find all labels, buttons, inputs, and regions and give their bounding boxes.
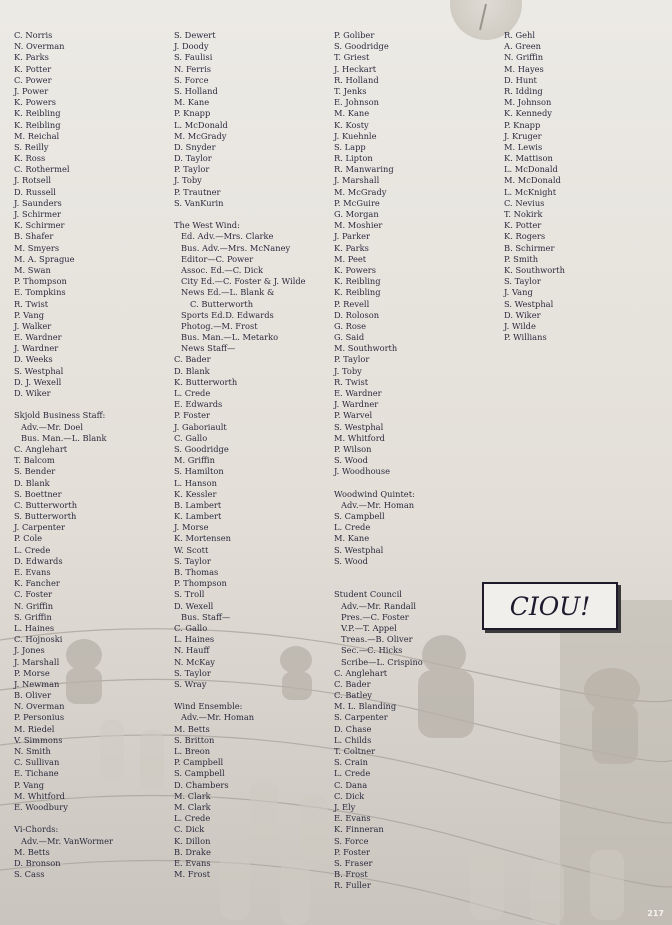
name-line: S. VanKurin bbox=[174, 197, 224, 208]
name-line: M. Lewis bbox=[504, 141, 543, 152]
section-heading: The West Wind: bbox=[174, 220, 240, 231]
name-line: S. Lapp bbox=[334, 141, 366, 152]
name-line: S. Crain bbox=[334, 757, 368, 768]
name-line: K. Powers bbox=[334, 264, 376, 275]
name-line: D. Bronson bbox=[14, 857, 61, 868]
name-line: S. Force bbox=[334, 835, 369, 846]
name-line: L. Childs bbox=[334, 734, 372, 745]
ciou-callout-box bbox=[482, 582, 618, 630]
name-line: T. Balcom bbox=[14, 455, 55, 466]
name-line: N. Ferris bbox=[174, 63, 212, 74]
name-line: M. McDonald bbox=[504, 175, 561, 186]
name-line: C. Dick bbox=[334, 790, 365, 801]
name-line: D. Taylor bbox=[174, 153, 212, 164]
name-line: K. Kosty bbox=[334, 119, 369, 130]
name-line: G. Morgan bbox=[334, 209, 379, 219]
name-line: S. Fraser bbox=[334, 857, 373, 868]
name-line: P. Goliber bbox=[334, 30, 375, 40]
name-line: K. Reibling bbox=[14, 119, 61, 130]
section-heading: Woodwind Quintet: bbox=[334, 488, 415, 499]
name-line: E. Evans bbox=[14, 567, 51, 577]
name-line: J. Marshall bbox=[14, 656, 60, 667]
name-line: J. Morse bbox=[174, 522, 209, 533]
name-line: T. Nokirk bbox=[504, 209, 543, 219]
name-line: N. Smith bbox=[14, 746, 51, 756]
name-line: E. Tichane bbox=[14, 768, 59, 779]
name-line: R. Manwaring bbox=[334, 164, 394, 175]
name-line: J. Power bbox=[14, 85, 49, 96]
name-line: C. Anglehart bbox=[14, 443, 68, 454]
name-line: Ed. Adv.—Mrs. Clarke bbox=[181, 231, 274, 242]
name-line: S. Reilly bbox=[14, 141, 49, 152]
name-line: K. Reibling bbox=[334, 276, 381, 287]
name-line: S. Taylor bbox=[174, 555, 211, 566]
name-line: Pres.—C. Foster bbox=[341, 611, 409, 622]
name-line: Editor—C. Power bbox=[181, 253, 254, 264]
name-line: M. Griffin bbox=[174, 455, 215, 466]
name-line: K. Kennedy bbox=[504, 108, 552, 119]
name-line: S. Bender bbox=[14, 466, 56, 477]
name-line: L. Crede bbox=[334, 768, 371, 779]
name-line: P. Willians bbox=[504, 332, 547, 343]
name-line: P. Knapp bbox=[504, 119, 541, 130]
name-line: D. Hunt bbox=[504, 74, 537, 85]
name-line: P. Vang bbox=[14, 779, 45, 790]
name-line: C. Bader bbox=[174, 354, 211, 365]
name-line: N. Griffin bbox=[504, 52, 544, 63]
name-line: S. Taylor bbox=[174, 667, 211, 678]
name-line: R. Gehl bbox=[504, 30, 536, 40]
column-3 bbox=[334, 30, 423, 891]
name-line: K. Butterworth bbox=[174, 376, 238, 387]
name-line: News Ed.—L. Blank & bbox=[181, 287, 275, 298]
spacer bbox=[174, 209, 306, 220]
name-line: K. Reibling bbox=[14, 108, 61, 119]
name-line: L. Haines bbox=[14, 622, 55, 633]
column-2 bbox=[174, 30, 306, 880]
name-line: C. Gallo bbox=[174, 432, 208, 443]
name-line: S. Goodridge bbox=[334, 41, 389, 52]
name-line: A. Green bbox=[504, 41, 542, 52]
name-line: K. Rogers bbox=[504, 231, 546, 242]
name-line: L. Crede bbox=[14, 544, 51, 555]
spacer bbox=[14, 813, 113, 824]
name-line: S. Troll bbox=[174, 589, 205, 600]
name-line: K. Parks bbox=[14, 52, 49, 63]
name-line: C. Butterworth bbox=[14, 499, 78, 510]
name-line: S. Britton bbox=[174, 734, 215, 745]
name-line: J. Schirmer bbox=[14, 209, 61, 219]
name-line: Assoc. Ed.—C. Dick bbox=[181, 264, 264, 275]
name-line: S. Westphal bbox=[14, 365, 64, 376]
name-line: P. Thompson bbox=[174, 578, 227, 589]
name-line: P. Foster bbox=[334, 846, 370, 857]
name-line: D. Edwards bbox=[14, 555, 63, 566]
name-line: M. Riedel bbox=[14, 723, 55, 734]
name-line: J. Marshall bbox=[334, 175, 380, 186]
name-line: S. Wray bbox=[174, 678, 207, 689]
name-line: C. Foster bbox=[14, 589, 53, 600]
name-line: D. Wiker bbox=[504, 309, 541, 320]
name-line: D. Chase bbox=[334, 723, 372, 734]
name-line: K. Kessler bbox=[174, 488, 217, 499]
name-line: K. Schirmer bbox=[14, 220, 65, 231]
name-line: L. Crede bbox=[174, 813, 211, 824]
spacer bbox=[14, 399, 113, 410]
name-line: J. Newman bbox=[14, 678, 60, 689]
name-line: J. Parker bbox=[334, 231, 370, 242]
name-line: M. Southworth bbox=[334, 343, 398, 354]
name-line: M. Peet bbox=[334, 253, 367, 264]
ciou-callout-text: CIOU! bbox=[509, 591, 591, 621]
name-line: M. Kane bbox=[334, 533, 370, 544]
name-line: L. Breon bbox=[174, 746, 211, 756]
name-line: L. McDonald bbox=[174, 119, 228, 130]
name-line: J. Jones bbox=[14, 645, 45, 656]
name-line: M. McGrady bbox=[334, 186, 387, 197]
name-line: S. Faulisi bbox=[174, 52, 213, 63]
column-1 bbox=[14, 30, 113, 880]
name-line: M. Betts bbox=[14, 846, 50, 857]
name-line: J. Gaboriault bbox=[174, 421, 227, 432]
name-line: E. Johnson bbox=[334, 97, 379, 108]
name-line: D. Weeks bbox=[14, 354, 53, 365]
name-line: D. Roloson bbox=[334, 309, 380, 320]
name-line: M. Clark bbox=[174, 801, 211, 812]
name-line: Treas.—B. Oliver bbox=[341, 634, 413, 645]
name-line: M. Kane bbox=[334, 108, 370, 119]
name-line: News Staff— bbox=[181, 343, 236, 354]
name-line: B. Shafer bbox=[14, 231, 54, 242]
name-line: Bus. Adv.—Mrs. McNaney bbox=[181, 242, 291, 253]
name-line: E. Evans bbox=[334, 813, 371, 824]
name-line: J. Wardner bbox=[14, 343, 59, 354]
name-line: S. Carpenter bbox=[334, 712, 388, 723]
name-line: R. Idding bbox=[504, 85, 543, 96]
name-line: P. Taylor bbox=[174, 164, 210, 175]
name-line: S. Wood bbox=[334, 555, 368, 566]
name-line: P. Personius bbox=[14, 712, 65, 723]
name-line: J. Toby bbox=[334, 365, 362, 376]
name-line: Bus. Man.—L. Metarko bbox=[181, 332, 279, 343]
name-line: K. Mattison bbox=[504, 153, 553, 164]
name-line: L. McKnight bbox=[504, 186, 557, 197]
name-line: D. Blank bbox=[14, 477, 50, 488]
name-line: K. Parks bbox=[334, 242, 369, 253]
name-line: B. Drake bbox=[174, 846, 211, 857]
name-line: J. Wilde bbox=[504, 320, 536, 331]
name-line: S. Campbell bbox=[174, 768, 225, 779]
name-line: N. Overman bbox=[14, 41, 65, 52]
name-line: K. Ross bbox=[14, 153, 46, 164]
name-line: J. Heckart bbox=[334, 63, 377, 74]
name-line: Bus. Staff— bbox=[181, 611, 231, 622]
name-line: C. Nevius bbox=[504, 197, 545, 208]
spacer bbox=[334, 578, 423, 589]
name-line: Adv.—Mr. Homan bbox=[341, 499, 415, 510]
name-line: P. Morse bbox=[14, 667, 50, 678]
name-line: C. Dana bbox=[334, 779, 368, 790]
name-line: C. Norris bbox=[14, 30, 53, 40]
name-line: L. McDonald bbox=[504, 164, 558, 175]
name-line: C. Rothermel bbox=[14, 164, 70, 175]
name-line: M. Moshier bbox=[334, 220, 383, 231]
name-line: P. Foster bbox=[174, 410, 210, 421]
name-line: S. Taylor bbox=[504, 276, 541, 287]
name-line: N. McKay bbox=[174, 656, 215, 667]
name-line: M. L. Blanding bbox=[334, 701, 397, 712]
name-line: M. Betts bbox=[174, 723, 210, 734]
name-line: K. Finneran bbox=[334, 824, 384, 835]
name-line: P. Vang bbox=[14, 309, 45, 320]
name-line: D. Snyder bbox=[174, 141, 216, 152]
name-line: S. Hamilton bbox=[174, 466, 224, 477]
name-line: P. Trautner bbox=[174, 186, 221, 197]
name-line: S. Boettner bbox=[14, 488, 62, 499]
name-line: W. Scott bbox=[174, 544, 209, 555]
section-heading: Vi-Chords: bbox=[14, 824, 59, 835]
name-line: P. Thompson bbox=[14, 276, 67, 287]
name-line: B. Oliver bbox=[14, 690, 52, 701]
name-line: G. Rose bbox=[334, 320, 367, 331]
name-line: P. Campbell bbox=[174, 757, 224, 768]
spacer bbox=[174, 690, 306, 701]
name-line: D. Wiker bbox=[14, 388, 51, 398]
name-line: S. Goodridge bbox=[174, 443, 229, 454]
name-line: M. Swan bbox=[14, 264, 51, 275]
name-line: J. Carpenter bbox=[14, 522, 65, 533]
name-line: N. Hauff bbox=[174, 645, 210, 656]
name-line: K. Southworth bbox=[504, 264, 565, 275]
name-line: E. Woodbury bbox=[14, 801, 68, 812]
name-line: J. Kruger bbox=[504, 130, 542, 141]
name-line: M. Clark bbox=[174, 790, 211, 801]
name-line: C. Dick bbox=[174, 824, 205, 835]
name-line: Photog.—M. Frost bbox=[181, 320, 258, 331]
name-line: M. Kane bbox=[174, 97, 210, 108]
name-line: S. Griffin bbox=[14, 611, 52, 622]
name-line: M. Reichal bbox=[14, 130, 60, 141]
name-line: C. Butterworth bbox=[190, 298, 254, 309]
name-line: V.P.—T. Appel bbox=[341, 622, 397, 633]
name-line: R. Holland bbox=[334, 74, 379, 85]
name-line: N. Griffin bbox=[14, 600, 54, 611]
name-line: V. Simmons bbox=[14, 734, 63, 745]
name-line: J. Rotsell bbox=[14, 175, 52, 186]
name-line: S. Wood bbox=[334, 455, 368, 466]
name-line: L. Hanson bbox=[174, 477, 217, 488]
name-line: E. Wardner bbox=[14, 332, 62, 343]
name-line: K. Lambert bbox=[174, 511, 222, 522]
name-line: C. Batley bbox=[334, 690, 372, 701]
spacer bbox=[334, 567, 423, 578]
name-line: G. Said bbox=[334, 332, 365, 343]
name-line: M. Smyers bbox=[14, 242, 60, 253]
name-line: E. Edwards bbox=[174, 399, 223, 410]
name-line: D. J. Wexell bbox=[14, 376, 62, 387]
name-line: S. Westphal bbox=[504, 298, 554, 309]
name-line: K. Reibling bbox=[334, 287, 381, 298]
name-line: K. Powers bbox=[14, 97, 56, 108]
name-line: N. Overman bbox=[14, 701, 65, 712]
name-line: J. Wardner bbox=[334, 399, 379, 410]
name-line: L. Crede bbox=[174, 388, 211, 398]
name-line: M. Frost bbox=[174, 869, 211, 880]
name-line: M. Whitford bbox=[334, 432, 385, 443]
name-line: K. Fancher bbox=[14, 578, 60, 589]
name-line: T. Jenks bbox=[334, 85, 367, 96]
name-line: Sports Ed.D. Edwards bbox=[181, 309, 274, 320]
name-line: J. Woodhouse bbox=[334, 466, 391, 477]
spacer bbox=[334, 478, 423, 489]
name-line: P. Wilson bbox=[334, 443, 372, 454]
name-line: R. Lipton bbox=[334, 153, 373, 164]
name-line: D. Wexell bbox=[174, 600, 214, 611]
section-heading: Skjold Business Staff: bbox=[14, 410, 106, 421]
name-line: K. Dillon bbox=[174, 835, 211, 846]
name-line: C. Hojnoski bbox=[14, 634, 63, 645]
name-line: J. Ely bbox=[334, 801, 356, 812]
section-heading: Wind Ensemble: bbox=[174, 701, 243, 712]
name-line: R. Twist bbox=[334, 376, 369, 387]
name-line: S. Holland bbox=[174, 85, 218, 96]
name-line: L. Crede bbox=[334, 522, 371, 533]
name-line: S. Westphal bbox=[334, 421, 384, 432]
name-line: Bus. Man.—L. Blank bbox=[21, 432, 107, 443]
name-line: Scribe—L. Crispino bbox=[341, 656, 423, 667]
name-line: P. Cole bbox=[14, 533, 43, 544]
name-line: T. Coltner bbox=[334, 746, 376, 756]
name-line: J. Saunders bbox=[14, 197, 62, 208]
name-line: D. Blank bbox=[174, 365, 210, 376]
name-line: M. McGrady bbox=[174, 130, 227, 141]
page-number: 217 bbox=[647, 909, 664, 918]
name-line: C. Bader bbox=[334, 678, 371, 689]
name-line: T. Griest bbox=[334, 52, 370, 63]
name-line: S. Dewert bbox=[174, 30, 216, 40]
name-line: Adv.—Mr. Randall bbox=[341, 600, 417, 611]
name-line: P. Knapp bbox=[174, 108, 211, 119]
column-4 bbox=[504, 30, 565, 343]
name-line: E. Wardner bbox=[334, 388, 382, 398]
name-line: S. Force bbox=[174, 74, 209, 85]
name-line: P. Taylor bbox=[334, 354, 370, 365]
name-line: C. Sullivan bbox=[14, 757, 60, 768]
name-line: Adv.—Mr. Doel bbox=[21, 421, 83, 432]
name-line: P. Revell bbox=[334, 298, 370, 309]
name-line: P. Smith bbox=[504, 253, 539, 264]
name-line: M. Hayes bbox=[504, 63, 544, 74]
name-line: B. Lambert bbox=[174, 499, 222, 510]
name-line: R. Fuller bbox=[334, 880, 371, 891]
name-line: S. Butterworth bbox=[14, 511, 77, 522]
name-line: E. Tompkins bbox=[14, 287, 66, 298]
name-line: Sec.—C. Hicks bbox=[341, 645, 403, 656]
name-line: M. Johnson bbox=[504, 97, 552, 108]
name-line: J. Walker bbox=[14, 320, 52, 331]
name-line: L. Haines bbox=[174, 634, 215, 645]
section-heading: Student Council bbox=[334, 589, 402, 600]
name-line: B. Frost bbox=[334, 869, 368, 880]
name-line: K. Potter bbox=[504, 220, 542, 231]
name-line: City Ed.—C. Foster & J. Wilde bbox=[181, 276, 306, 287]
name-line: M. A. Sprague bbox=[14, 253, 75, 264]
name-line: Adv.—Mr. VanWormer bbox=[21, 835, 113, 846]
name-line: R. Twist bbox=[14, 298, 49, 309]
name-line: P. Warvel bbox=[334, 410, 373, 421]
name-line: J. Kuehnle bbox=[334, 130, 377, 141]
name-line: J. Vang bbox=[504, 287, 533, 298]
name-line: D. Chambers bbox=[174, 779, 229, 790]
name-line: C. Anglehart bbox=[334, 667, 388, 678]
name-line: P. McGuire bbox=[334, 197, 380, 208]
name-line: Adv.—Mr. Homan bbox=[181, 712, 255, 723]
name-line: M. Whitford bbox=[14, 790, 65, 801]
name-line: C. Power bbox=[14, 74, 52, 85]
name-line: S. Campbell bbox=[334, 511, 385, 522]
name-line: J. Doody bbox=[174, 41, 209, 52]
name-line: E. Evans bbox=[174, 857, 211, 868]
name-line: S. Westphal bbox=[334, 544, 384, 555]
name-line: S. Cass bbox=[14, 869, 45, 880]
name-line: C. Gallo bbox=[174, 622, 208, 633]
name-line: J. Toby bbox=[174, 175, 202, 186]
name-line: K. Mortensen bbox=[174, 533, 232, 544]
name-line: K. Potter bbox=[14, 63, 52, 74]
name-line: D. Russell bbox=[14, 186, 56, 197]
name-line: B. Schirmer bbox=[504, 242, 555, 253]
name-line: B. Thomas bbox=[174, 567, 219, 577]
